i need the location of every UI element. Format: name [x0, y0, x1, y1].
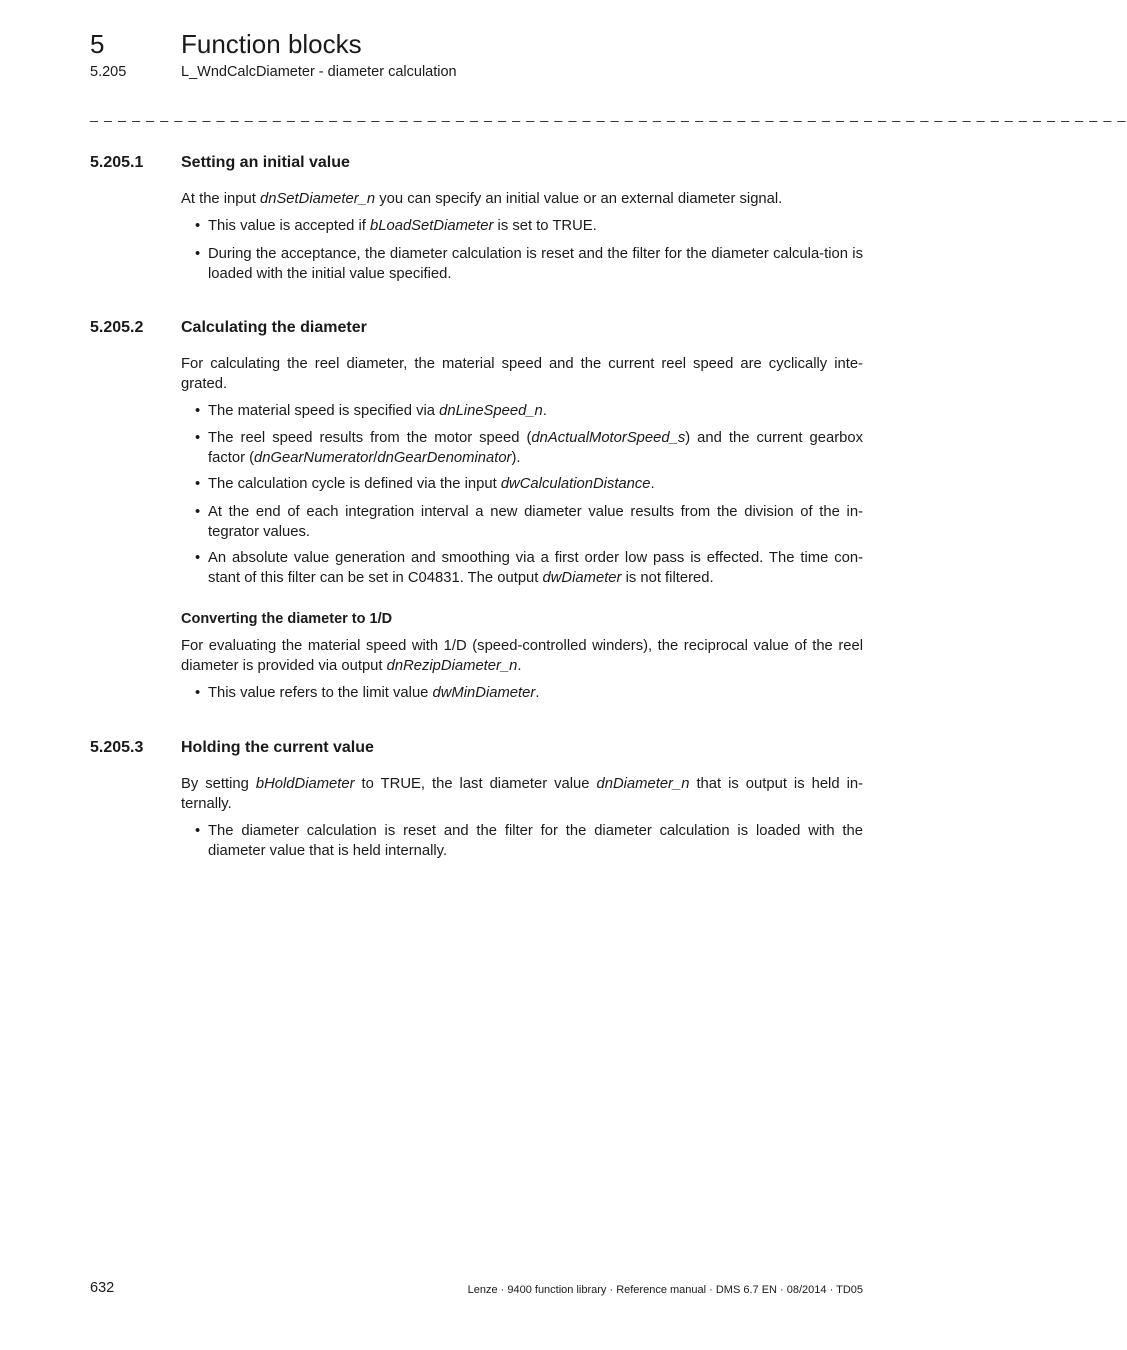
page-number: 632 — [90, 1280, 115, 1296]
text-run: An absolute value generation and smoothing via a first order low pass is effected. The time con-stant of this filter can be set in C04831. The output — [208, 550, 863, 586]
section-number: 5.205 — [90, 64, 127, 80]
signal-name: dwCalculationDistance — [500, 476, 651, 492]
signal-name: dnSetDiameter_n — [259, 191, 376, 207]
bullet-item — [208, 503, 863, 542]
signal-name: dnGearNumerator — [254, 449, 374, 466]
bullet-dot: • — [195, 246, 201, 262]
bullet-dot: • — [195, 476, 201, 492]
bullet-item — [208, 402, 863, 422]
text-run: At the end of each integration interval a new diameter value results from the division of the in-tegrator values. — [208, 504, 863, 540]
text-run: you can specify an initial value or an external diameter signal. — [375, 191, 783, 207]
chapter-number: 5 — [90, 29, 105, 59]
text-run: . — [535, 685, 540, 701]
header-divider: _ _ _ _ _ _ _ _ _ _ _ _ _ _ _ _ _ _ _ _ _ _ _ _ _ _ _ _ _ _ _ _ _ _ _ _ _ _ _ _ _ _ _ _ _ _ _ _ _ _ _ _ _ _ _ _ _ _ _ _ _ _ _ _ _ _ _ _ _ _ _ _ _ _ — [90, 106, 1127, 122]
text-run: . — [542, 403, 547, 419]
text-run: For evaluating the material speed with 1/D (speed-controlled winders), the reciprocal value of the reel diameter is provided via output — [181, 638, 863, 674]
bullet-dot: • — [195, 685, 201, 701]
text-run: At the input — [181, 191, 260, 207]
bullet-item — [208, 549, 863, 588]
signal-name: dnDiameter_n — [596, 776, 690, 792]
heading-number-2: 5.205.2 — [90, 319, 144, 336]
text-run: . — [517, 657, 522, 674]
bullet-item — [208, 429, 863, 468]
text-run: . — [650, 476, 655, 492]
bullet-dot: • — [195, 218, 201, 234]
bullet-item — [208, 245, 863, 284]
section-title: L_WndCalcDiameter - diameter calculation — [181, 64, 457, 80]
signal-name: dwDiameter — [542, 569, 622, 586]
signal-name: bLoadSetDiameter — [370, 218, 494, 234]
text-run: The calculation cycle is defined via the input — [208, 476, 501, 492]
text-run: ) and the current gearbox factor ( — [208, 430, 863, 466]
text-run: The diameter calculation is reset and the filter for the diameter calculation is loaded with the diameter value that is held internally. — [208, 823, 863, 859]
paragraph-1 — [181, 190, 863, 210]
text-run: that is output is held in-ternally. — [181, 776, 864, 812]
text-run: By setting — [181, 776, 256, 792]
heading-title-3: Holding the current value — [181, 739, 374, 756]
bullet-item — [208, 684, 863, 704]
text-run: The material speed is specified via — [208, 403, 440, 419]
text-run: This value is accepted if — [208, 218, 371, 234]
text-run: This value refers to the limit value — [208, 685, 433, 701]
signal-name: dnLineSpeed_n — [439, 403, 543, 419]
text-run: to TRUE, the last diameter value — [354, 776, 597, 792]
bullet-item — [208, 217, 863, 237]
paragraph-3 — [181, 637, 863, 676]
heading-number-1: 5.205.1 — [90, 154, 144, 171]
bullet-item — [208, 475, 863, 495]
document-info: Lenze · 9400 function library · Reference manual · DMS 6.7 EN · 08/2014 · TD05 — [467, 1284, 863, 1296]
chapter-title: Function blocks — [181, 29, 362, 59]
heading-number-3: 5.205.3 — [90, 739, 144, 756]
bullet-dot: • — [195, 403, 201, 419]
bullet-dot: • — [195, 504, 201, 520]
text-run: is not filtered. — [621, 569, 714, 586]
signal-name: dnRezipDiameter_n — [386, 657, 518, 674]
bullet-item — [208, 822, 863, 861]
text-run: For calculating the reel diameter, the material speed and the current reel speed are cyclically inte-grated. — [181, 356, 863, 392]
bullet-dot: • — [195, 823, 201, 839]
paragraph-4 — [181, 775, 863, 814]
paragraph-2 — [181, 355, 863, 394]
subheading: Converting the diameter to 1/D — [181, 611, 393, 627]
text-run: The reel speed results from the motor speed ( — [208, 430, 532, 446]
text-run: ). — [511, 449, 521, 466]
heading-title-2: Calculating the diameter — [181, 319, 367, 336]
heading-title-1: Setting an initial value — [181, 154, 350, 171]
signal-name: dwMinDiameter — [432, 685, 536, 701]
text-run: is set to TRUE. — [493, 218, 597, 234]
signal-name: dnGearDenominator — [377, 449, 512, 466]
signal-name: bHoldDiameter — [255, 776, 355, 792]
signal-name: dnActualMotorSpeed_s — [531, 430, 686, 446]
text-run: / — [373, 449, 378, 466]
bullet-dot: • — [195, 430, 201, 446]
bullet-dot: • — [195, 550, 201, 566]
text-run: During the acceptance, the diameter calculation is reset and the filter for the diameter calcula-tion is loaded with the initial value specified. — [208, 246, 863, 282]
